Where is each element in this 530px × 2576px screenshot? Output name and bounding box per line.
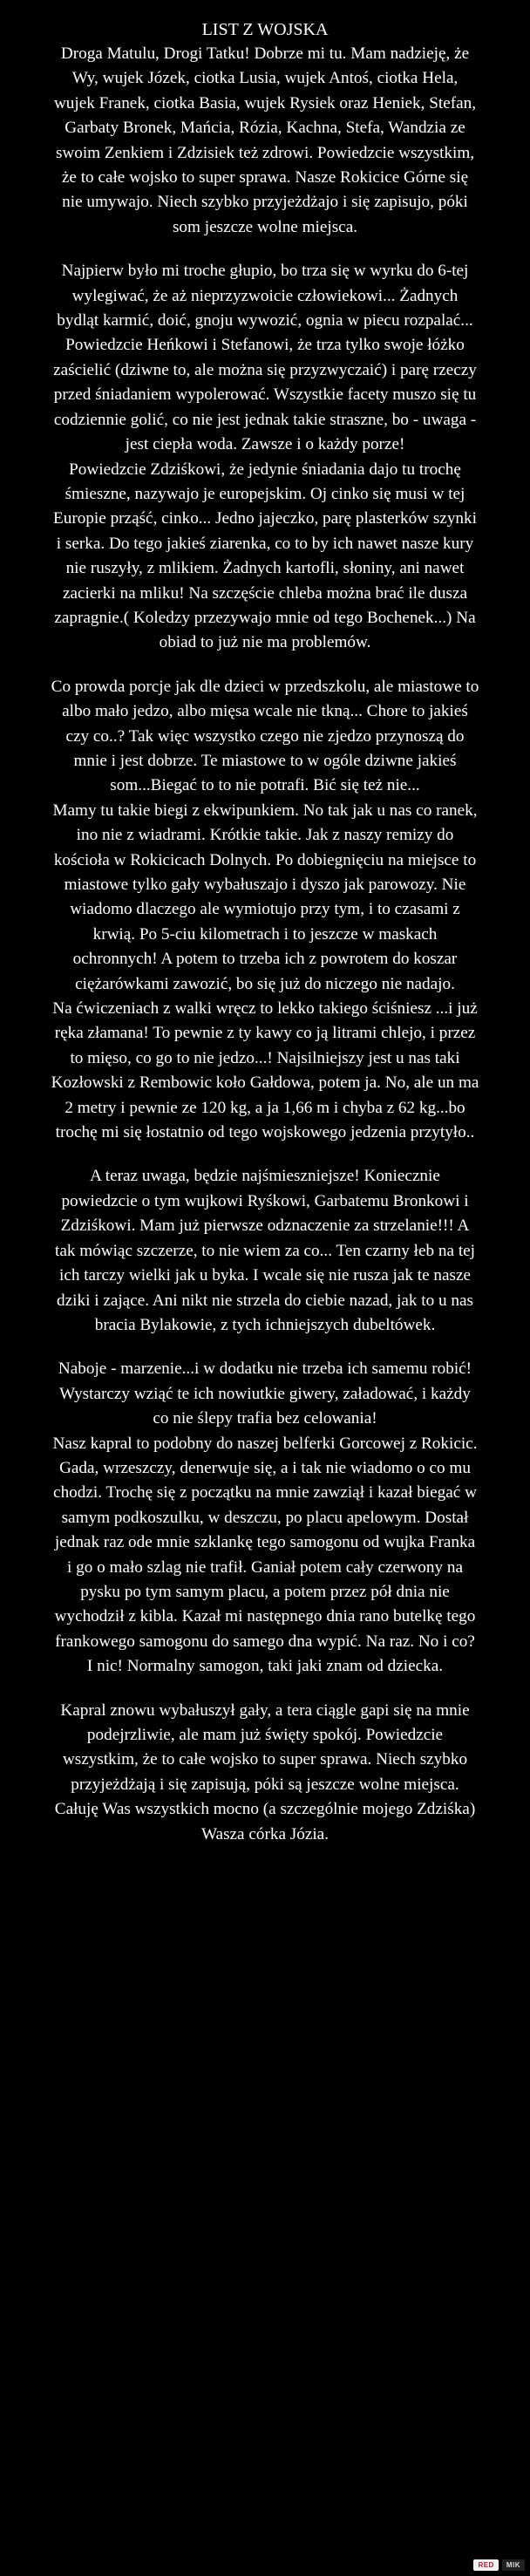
paragraph-gap (51, 1338, 479, 1357)
letter-paragraph-4: A teraz uwaga, będzie najśmieszniejsze! Koniecznie powiedzcie o tym wujkowi Ryśkowi, Garbatemu Bronkowi i Zdziśkowi. Mam już pierwsze odznaczenie za strzelanie!!! A tak mówiąc szczerze, to nie wiem za co... Ten czarny łeb na tej ich tarczy wielki jak u byka. I wcale się nie rusza jak te nasze dziki i zające. Ani nikt nie strzela do ciebie nazad, jak to u nas bracia Bylakowie, z tych ichniejszych dubeltówek. (54, 1167, 476, 1334)
watermark-mik-label: MIK (502, 2559, 525, 2571)
letter-content (51, 17, 479, 1847)
letter-paragraph-5: Naboje - marzenie...i w dodatku nie trzeba ich samemu robić! Wystarczy wziąć te ich nowiutkie giwery, załadować, i każdy co nie ślepy trafia bez celowania! Nasz kapral to podobny do naszej belferki Gorcowej z Rokicic. Gada, wrzeszczy, denerwuje się, a i tak nie wiadomo o co mu chodzi. Trochę się z początku na mnie zawziął i kazał biegać w samym podkoszulku, w deszczu, po placu apelowym. Dostał jednak raz ode mnie szklankę tego samogonu od wujka Franka i go o mało szlag nie trafił. Ganiał potem cały czerwony na pysku po tym samym placu, a potem przez pół dnia nie wychodził z kibla. Kazał mi następnego dnia rano butelkę tego frankowego samogonu do samego dna wypić. Na raz. No i co? I nic! Normalny samogon, taki jaki znam od dziecka. (52, 1360, 478, 1676)
watermark (473, 2559, 525, 2571)
letter-title: LIST Z WOJSKA (201, 20, 329, 39)
watermark-red-label: RED (473, 2559, 498, 2571)
letter-paragraph-3: Co prowda porcje jak dle dzieci w przedszkolu, ale miastowe to albo mało jedzo, albo mięsa wcale nie tkną... Chore to jakieś czy co..? Tak więc wszystko czego nie zjedzo przynoszą do mnie i jest dobrze. Te miastowe to w ogóle dziwne jakieś som...Biegać to to nie potrafi. Bić się też nie... Mamy tu takie biegi z ekwipunkiem. No tak jak u nas co ranek, ino nie z wiadrami. Krótkie takie. Jak z naszy remizy do kościoła w Rokicicach Dolnych. Po dobiegnięciu na miejsce to miastowe tylko gały wybałuszajo i dyszo jak parowozy. Nie wiadomo dlaczego ale wymiotujo przy tym, i to czasami z krwią. Po 5-ciu kilometrach i to jeszcze w maskach ochronnych! A potem to trzeba ich z powrotem do koszar ciężarówkami zawozić, bo się już do niczego nie nadajo. Na ćwiczeniach z walki wręcz to lekko takiego ściśniesz ...i już ręka złamana! To pewnie z ty kawy co ją litrami chlejo, i przez to mięso, co go to nie jedzo...! Najsilniejszy jest u nas taki Kozłowski z Rembowic koło Gałdowa, potem ja. No, ale un ma 2 metry i pewnie ze 120 kg, a ja 1,66 m i chyba z 62 kg...bo trochę mi się łostatnio od tego wojskowego jedzenia przytyło.. (51, 677, 479, 1142)
paragraph-gap (51, 1145, 479, 1164)
paragraph-gap (51, 656, 479, 675)
letter-paragraph-6: Kapral znowu wybałuszył gały, a tera ciągle gapi się na mnie podejrzliwie, ale mam już święty spokój. Powiedzcie wszystkim, że to całe wojsko to super sprawa. Niech szybko przyjeżdżają i się zapisują, póki są jeszcze wolne miejsca. Całuję Was wszystkich mocno (a szczególnie mojego Zdziśka) Wasza córka Józia. (54, 1700, 476, 1843)
letter-paragraph-2: Najpierw było mi troche głupio, bo trza się w wyrku do 6-tej wylegiwać, że aż nieprzyzwoicie człowiekowi... Żadnych bydląt karmić, doić, gnoju wywozić, ognia w piecu rozpalać... Powiedzcie Heńkowi i Stefanowi, że trza tylko swoje łóżko zaścielić (dziwne to, ale można się przyzwyczaić) i parę rzeczy przed śniadaniem wypolerować. Wszystkie facety muszo się tu codziennie golić, co nie jest jednak takie straszne, bo - uwaga - jest ciepła woda. Zawsze i o każdy porze! Powiedzcie Zdziśkowi, że jedynie śniadania dajo tu trochę śmieszne, nazywajo je europejskim. Oj cinko się musi w tej Europie prząść, cinko... Jedno jajeczko, parę plasterków szynki i serka. Do tego jakieś ziarenka, co to by ich nawet nasze kury nie ruszyły, z mlikiem. Żadnych kartofli, słoniny, ani nawet zacierki na mliku! Na szczęście chleba można brać ile dusza zapragnie.( Koledzy przezywajo mnie od tego Bochenek...) Na obiad to już nie ma problemów. (53, 262, 477, 652)
paragraph-gap (51, 240, 479, 259)
letter-paragraph-1: Droga Matulu, Drogi Tatku! Dobrze mi tu. Mam nadzieję, że Wy, wujek Józek, ciotka Lusia, wujek Antoś, ciotka Hela, wujek Franek, ciotka Basia, wujek Rysiek oraz Heniek, Stefan, Garbaty Bronek, Mańcia, Rózia, Kachna, Stefa, Wandzia ze swoim Zenkiem i Zdzisiek też zdrowi. Powiedzcie wszystkim, że to całe wojsko to super sprawa. Nasze Rokicice Górne się nie umywajo. Niech szybko przyjeżdżajo i się zapisujo, póki som jeszcze wolne miejsca. (53, 44, 477, 236)
paragraph-gap (51, 1680, 479, 1699)
